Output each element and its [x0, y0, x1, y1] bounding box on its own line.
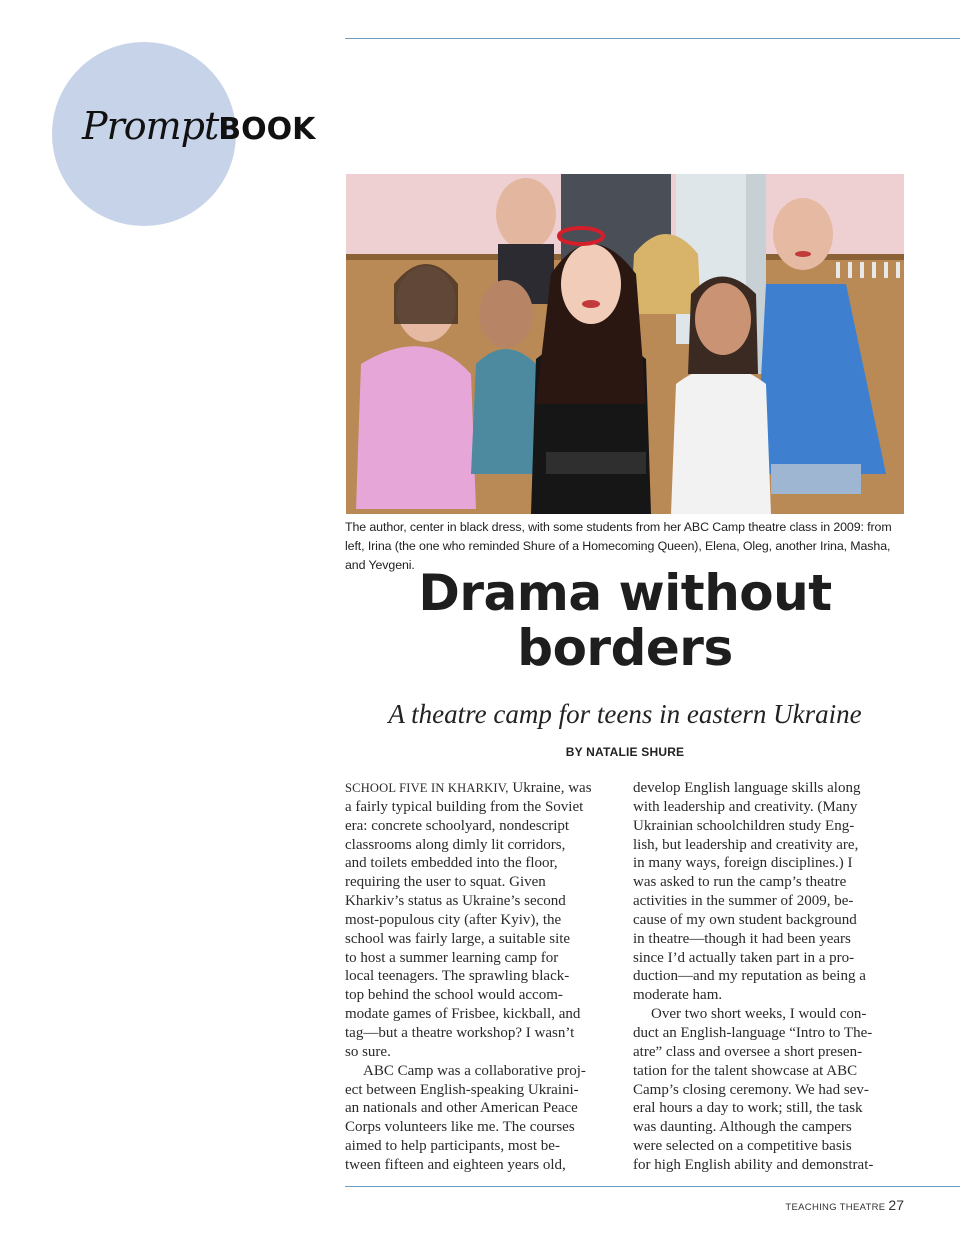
magazine-name: TEACHING THEATRE: [785, 1202, 886, 1213]
section-title-bold: BOOK: [218, 112, 316, 147]
body-line: tag—but a theatre workshop? I wasn’t: [345, 1024, 575, 1041]
body-line: aimed to help participants, most be-: [345, 1138, 560, 1155]
body-line: an nationals and other American Peace: [345, 1100, 578, 1117]
body-line: a fairly typical building from the Soviet: [345, 798, 584, 815]
body-line: in theatre—though it had been years: [633, 930, 851, 947]
article-title: [345, 566, 905, 676]
body-line: local teenagers. The sprawling black-: [345, 968, 570, 985]
body-line: eral hours a day to work; still, the task: [633, 1100, 863, 1117]
body-line: era: concrete schoolyard, nondescript: [345, 817, 570, 834]
body-line: were selected on a competitive basis: [633, 1138, 852, 1155]
lead-in-smallcaps: SCHOOL FIVE IN KHARKIV,: [345, 781, 509, 795]
body-line: duct an English-language “Intro to The-: [633, 1024, 873, 1041]
bottom-rule: [345, 1186, 960, 1187]
body-line: with leadership and creativity. (Many: [633, 798, 858, 815]
body-line: in many ways, foreign disciplines.) I: [633, 855, 853, 872]
article-title-line: borders: [517, 619, 733, 677]
body-line: ABC Camp was a collaborative proj-: [363, 1062, 586, 1079]
body-line: ect between English-speaking Ukraini-: [345, 1081, 579, 1098]
body-line: [345, 779, 617, 798]
body-line: cause of my own student background: [633, 911, 857, 928]
body-line: Corps volunteers like me. The courses: [345, 1119, 575, 1136]
body-line: modate games of Frisbee, kickball, and: [345, 1006, 581, 1023]
body-line: requiring the user to squat. Given: [345, 874, 546, 891]
photo-illustration: [346, 174, 904, 514]
body-line: and toilets embedded into the floor,: [345, 855, 558, 872]
body-line: Camp’s closing ceremony. We had sev-: [633, 1081, 869, 1098]
body-column-right: [633, 779, 905, 1175]
article-byline: BY NATALIE SHURE: [565, 745, 685, 759]
body-line: duction—and my reputation as being a: [633, 968, 866, 985]
body-line: since I’d actually taken part in a pro-: [633, 949, 855, 966]
body-line-text: Ukraine, was: [508, 780, 592, 796]
body-line: develop English language skills along: [633, 780, 861, 796]
body-line: moderate ham.: [633, 987, 723, 1004]
article-photo: [346, 174, 904, 514]
body-line: for high English ability and demonstrat-: [633, 1156, 874, 1173]
page-footer: [785, 1197, 904, 1215]
body-line: school was fairly large, a suitable site: [345, 930, 571, 947]
body-column-left: [345, 779, 617, 1175]
body-line: tation for the talent showcase at ABC: [633, 1062, 858, 1079]
body-line: atre” class and oversee a short presen-: [633, 1043, 863, 1060]
body-line: to host a summer learning camp for: [345, 949, 559, 966]
body-line: tween fifteen and eighteen years old,: [345, 1156, 566, 1173]
section-title-script: Prompt: [82, 104, 219, 148]
body-line: so sure.: [345, 1043, 391, 1060]
section-title: [82, 104, 315, 148]
body-line: Over two short weeks, I would con-: [651, 1006, 867, 1023]
page-number: 27: [888, 1197, 904, 1213]
body-line: most-populous city (after Kyiv), the: [345, 911, 562, 928]
body-line: lish, but leadership and creativity are,: [633, 836, 859, 853]
top-rule: [345, 38, 960, 39]
photo-caption: The author, center in black dress, with some students from her ABC Camp theatre class in 2009: from left, Irina (the one who reminded Shure of a Homecoming Queen), Elena, Oleg, another Irina, Masha, and Yevgeni.: [345, 520, 892, 572]
body-line: Kharkiv’s status as Ukraine’s second: [345, 893, 566, 910]
body-line: top behind the school would accom-: [345, 987, 563, 1004]
article-title-line: Drama without: [418, 564, 832, 622]
body-line: Ukrainian schoolchildren study Eng-: [633, 817, 855, 834]
body-line: classrooms along dimly lit corridors,: [345, 836, 566, 853]
body-line: activities in the summer of 2009, be-: [633, 893, 854, 910]
body-line: was asked to run the camp’s theatre: [633, 874, 847, 891]
article-subtitle: A theatre camp for teens in eastern Ukraine: [388, 699, 862, 729]
body-line: was daunting. Although the campers: [633, 1119, 852, 1136]
